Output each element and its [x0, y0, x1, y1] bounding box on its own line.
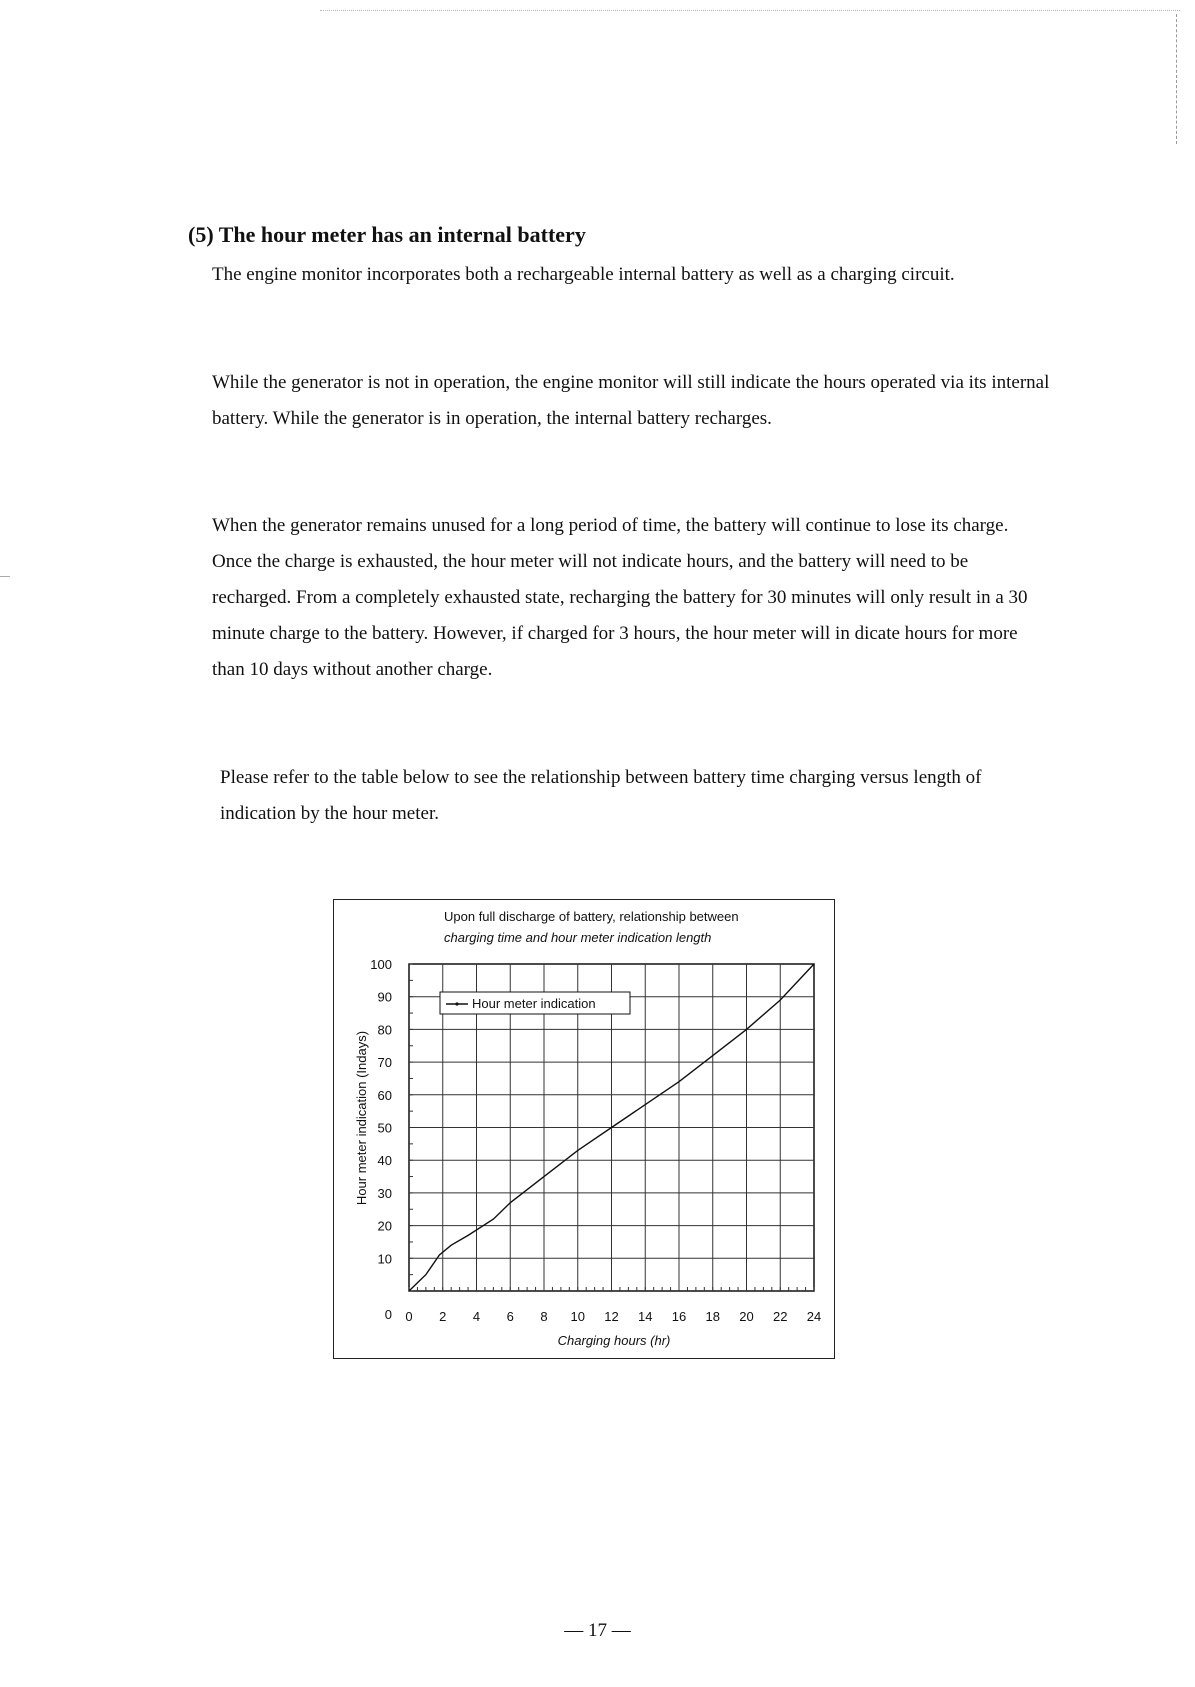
paragraph-not-in-operation: While the generator is not in operation, the engine monitor will still indicate the hours operated via its internal battery. While the generator is in operation, the internal battery recharges. — [212, 372, 1050, 429]
paragraph-long-unused: When the generator remains unused for a long period of time, the battery will continue to lose its charge. Once the charge is exhausted, the hour meter will not indicate hours, and the battery will need to be recharged. From a completely exhausted state, recharging the battery for 30 minutes will only result in a 30 minute charge to the battery. However, if charged for 3 hours, the hour meter will in dicate hours for more than 10 days without another charge. — [212, 515, 1028, 680]
x-tick-label: 6 — [506, 1309, 514, 1324]
battery-charge-chart — [333, 899, 835, 1359]
chart-legend — [440, 992, 630, 1014]
x-tick-label: 14 — [638, 1309, 653, 1324]
scan-margin-mark — [0, 576, 10, 577]
chart-title-line-2: charging time and hour meter indication length — [444, 930, 712, 945]
x-tick-label: 18 — [705, 1309, 720, 1324]
x-tick-label: 8 — [540, 1309, 548, 1324]
x-tick-label: 24 — [806, 1309, 822, 1324]
y-tick-label: 100 — [370, 957, 392, 972]
y-tick-label: 10 — [377, 1251, 392, 1267]
x-tick-label: 20 — [739, 1309, 754, 1324]
scan-edge-line — [1175, 14, 1177, 144]
y-tick-label: 30 — [377, 1185, 392, 1201]
y-tick-label: 50 — [377, 1120, 392, 1136]
x-tick-label: 10 — [570, 1309, 585, 1324]
scan-noise-dots — [320, 10, 1180, 13]
chart-title-line-1: Upon full discharge of battery, relationship between — [444, 909, 739, 924]
x-tick-label: 16 — [671, 1309, 687, 1324]
x-tick-label: 4 — [472, 1309, 481, 1324]
y-tick-label: 20 — [377, 1218, 392, 1234]
paragraph-refer-table: Please refer to the table below to see the relationship between battery time charging versus length of indication by the hour meter. — [220, 767, 982, 824]
x-tick-label: 22 — [773, 1309, 788, 1324]
x-axis-label: Charging hours (hr) — [557, 1333, 671, 1348]
y-tick-label: 40 — [377, 1153, 392, 1169]
paragraph-internal-battery: The engine monitor incorporates both a rechargeable internal battery as well as a charging circuit. — [212, 264, 955, 285]
x-tick-label: 0 — [405, 1309, 413, 1324]
x-tick-label: 12 — [604, 1309, 619, 1324]
y-axis-label: Hour meter indication (Indays) — [354, 1030, 369, 1206]
chart-svg — [334, 900, 834, 1358]
y-tick-label: 80 — [377, 1022, 392, 1038]
y-tick-label: 0 — [384, 1307, 392, 1322]
page-number: — 17 — — [564, 1620, 631, 1641]
y-tick-label: 90 — [377, 989, 392, 1005]
x-tick-label: 2 — [439, 1309, 447, 1324]
legend-marker — [455, 1002, 458, 1005]
section-heading: (5) The hour meter has an internal battery — [188, 222, 586, 247]
y-tick-label: 70 — [377, 1055, 392, 1071]
legend-label: Hour meter indication — [472, 996, 596, 1011]
y-tick-label: 60 — [377, 1087, 392, 1103]
